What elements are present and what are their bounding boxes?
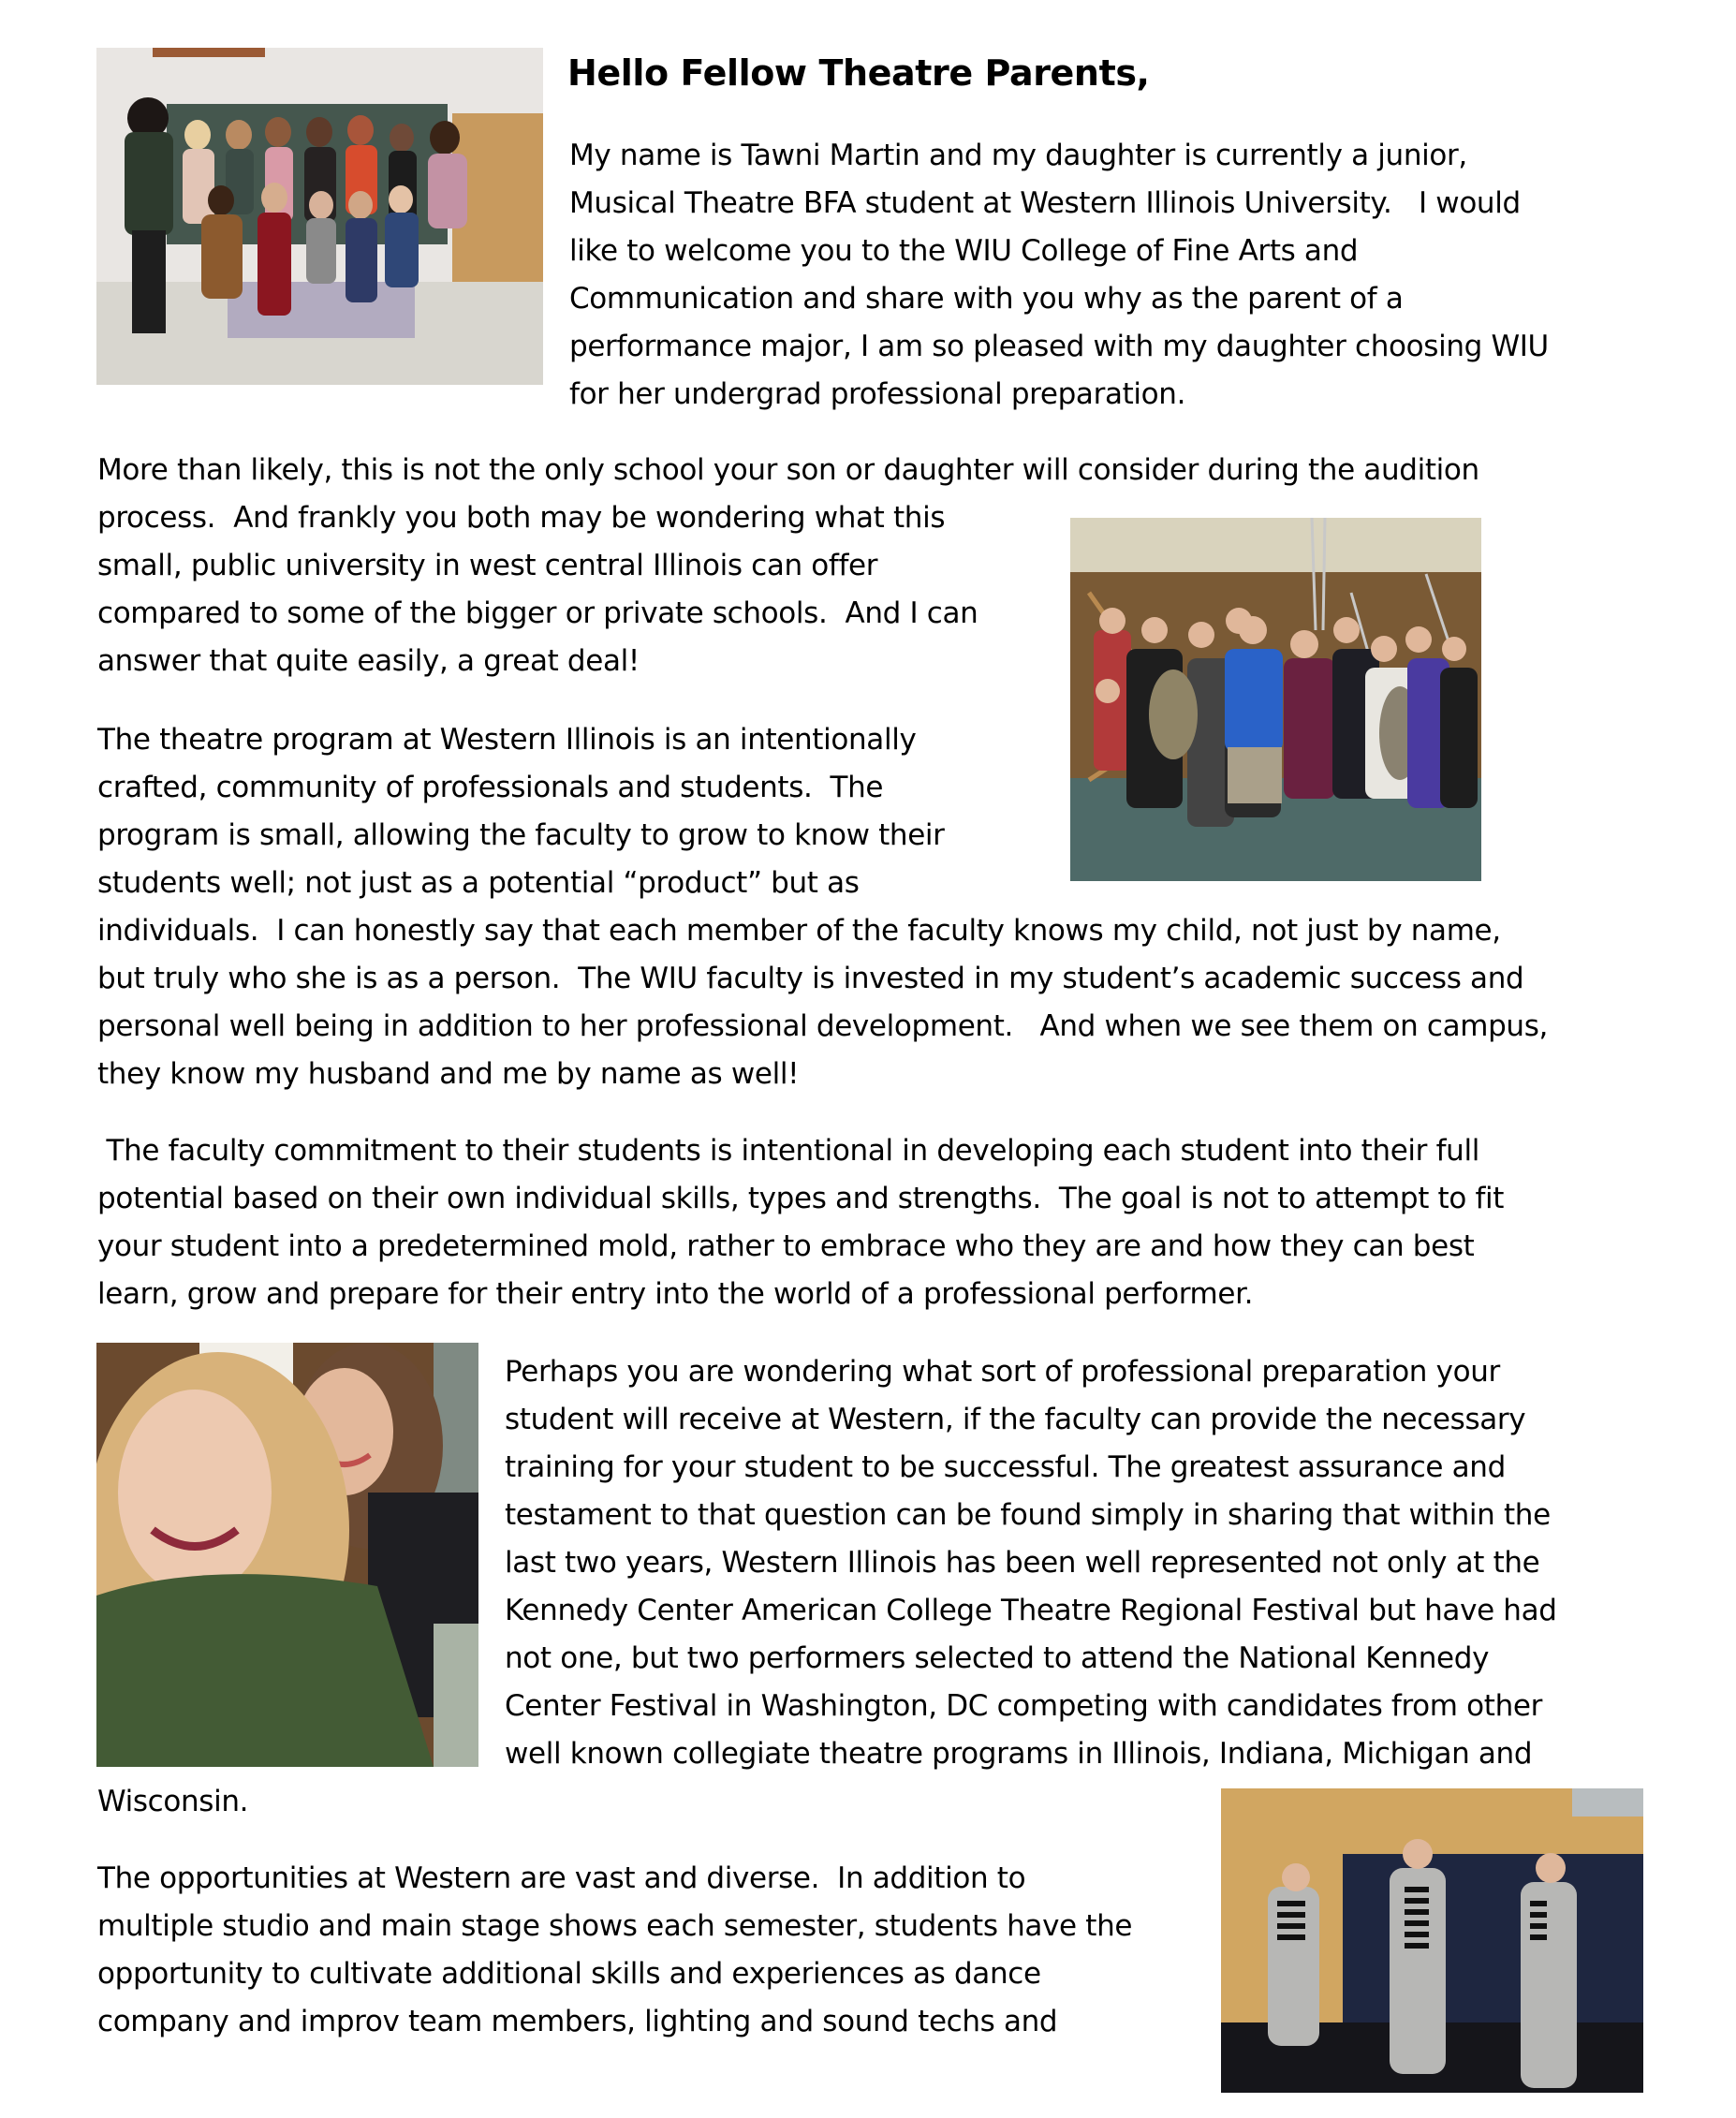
text-line: individuals. I can honestly say that each member of the faculty knows my child, not just by name, <box>97 914 1501 948</box>
text-line: Communication and share with you why as the parent of a <box>569 282 1404 316</box>
text-line: The opportunities at Western are vast and diverse. In addition to <box>97 1861 1026 1895</box>
text-line: process. And frankly you both may be wondering what this <box>97 501 946 535</box>
text-line: Wisconsin. <box>97 1785 249 1818</box>
text-line: training for your student to be successful. The greatest assurance and <box>505 1450 1506 1484</box>
text-line: personal well being in addition to her professional development. And when we see them on campus, <box>97 1009 1549 1043</box>
text-line: The theatre program at Western Illinois is an intentionally <box>97 723 917 757</box>
text-line: company and improv team members, lighting and sound techs and <box>97 2005 1058 2038</box>
text-line: well known collegiate theatre programs in Illinois, Indiana, Michigan and <box>505 1737 1533 1771</box>
text-line: not one, but two performers selected to attend the National Kennedy <box>505 1641 1490 1675</box>
onesie-dance-photo <box>1221 1788 1643 2093</box>
text-line: students well; not just as a potential “product” but as <box>97 866 860 900</box>
letter-greeting-heading: Hello Fellow Theatre Parents, <box>567 52 1150 94</box>
text-line: they know my husband and me by name as well! <box>97 1057 800 1091</box>
text-line: testament to that question can be found simply in sharing that within the <box>505 1498 1551 1532</box>
text-line: Center Festival in Washington, DC competing with candidates from other <box>505 1689 1542 1723</box>
text-line: multiple studio and main stage shows each semester, students have the <box>97 1909 1133 1943</box>
stage-combat-photo <box>1070 518 1481 881</box>
text-line: compared to some of the bigger or private schools. And I can <box>97 596 978 630</box>
text-line: The faculty commitment to their students is intentional in developing each student into their full <box>97 1134 1479 1168</box>
text-line: performance major, I am so pleased with my daughter choosing WIU <box>569 330 1549 363</box>
text-line: potential based on their own individual skills, types and strengths. The goal is not to attempt to fit <box>97 1182 1505 1215</box>
text-line: like to welcome you to the WIU College of Fine Arts and <box>569 234 1359 268</box>
text-line: crafted, community of professionals and students. The <box>97 771 884 804</box>
text-line: More than likely, this is not the only school your son or daughter will consider during the audition <box>97 453 1479 487</box>
text-line: for her undergrad professional preparation. <box>569 377 1186 411</box>
text-line: learn, grow and prepare for their entry into the world of a professional performer. <box>97 1277 1254 1311</box>
text-line: program is small, allowing the faculty to grow to know their <box>97 818 945 852</box>
text-line: Perhaps you are wondering what sort of professional preparation your <box>505 1355 1500 1389</box>
text-line: Musical Theatre BFA student at Western Illinois University. I would <box>569 186 1521 220</box>
text-line: opportunity to cultivate additional skills and experiences as dance <box>97 1957 1041 1991</box>
text-line: Kennedy Center American College Theatre Regional Festival but have had <box>505 1594 1557 1627</box>
text-line: student will receive at Western, if the faculty can provide the necessary <box>505 1403 1526 1436</box>
text-line: but truly who she is as a person. The WIU faculty is invested in my student’s academic success and <box>97 962 1524 995</box>
text-line: your student into a predetermined mold, rather to embrace who they are and how they can best <box>97 1229 1475 1263</box>
text-line: answer that quite easily, a great deal! <box>97 644 640 678</box>
text-line: My name is Tawni Martin and my daughter is currently a junior, <box>569 139 1467 172</box>
text-line: last two years, Western Illinois has been well represented not only at the <box>505 1546 1540 1580</box>
text-line: small, public university in west central Illinois can offer <box>97 549 878 582</box>
selfie-photo <box>96 1343 478 1767</box>
cast-group-photo <box>96 48 543 385</box>
